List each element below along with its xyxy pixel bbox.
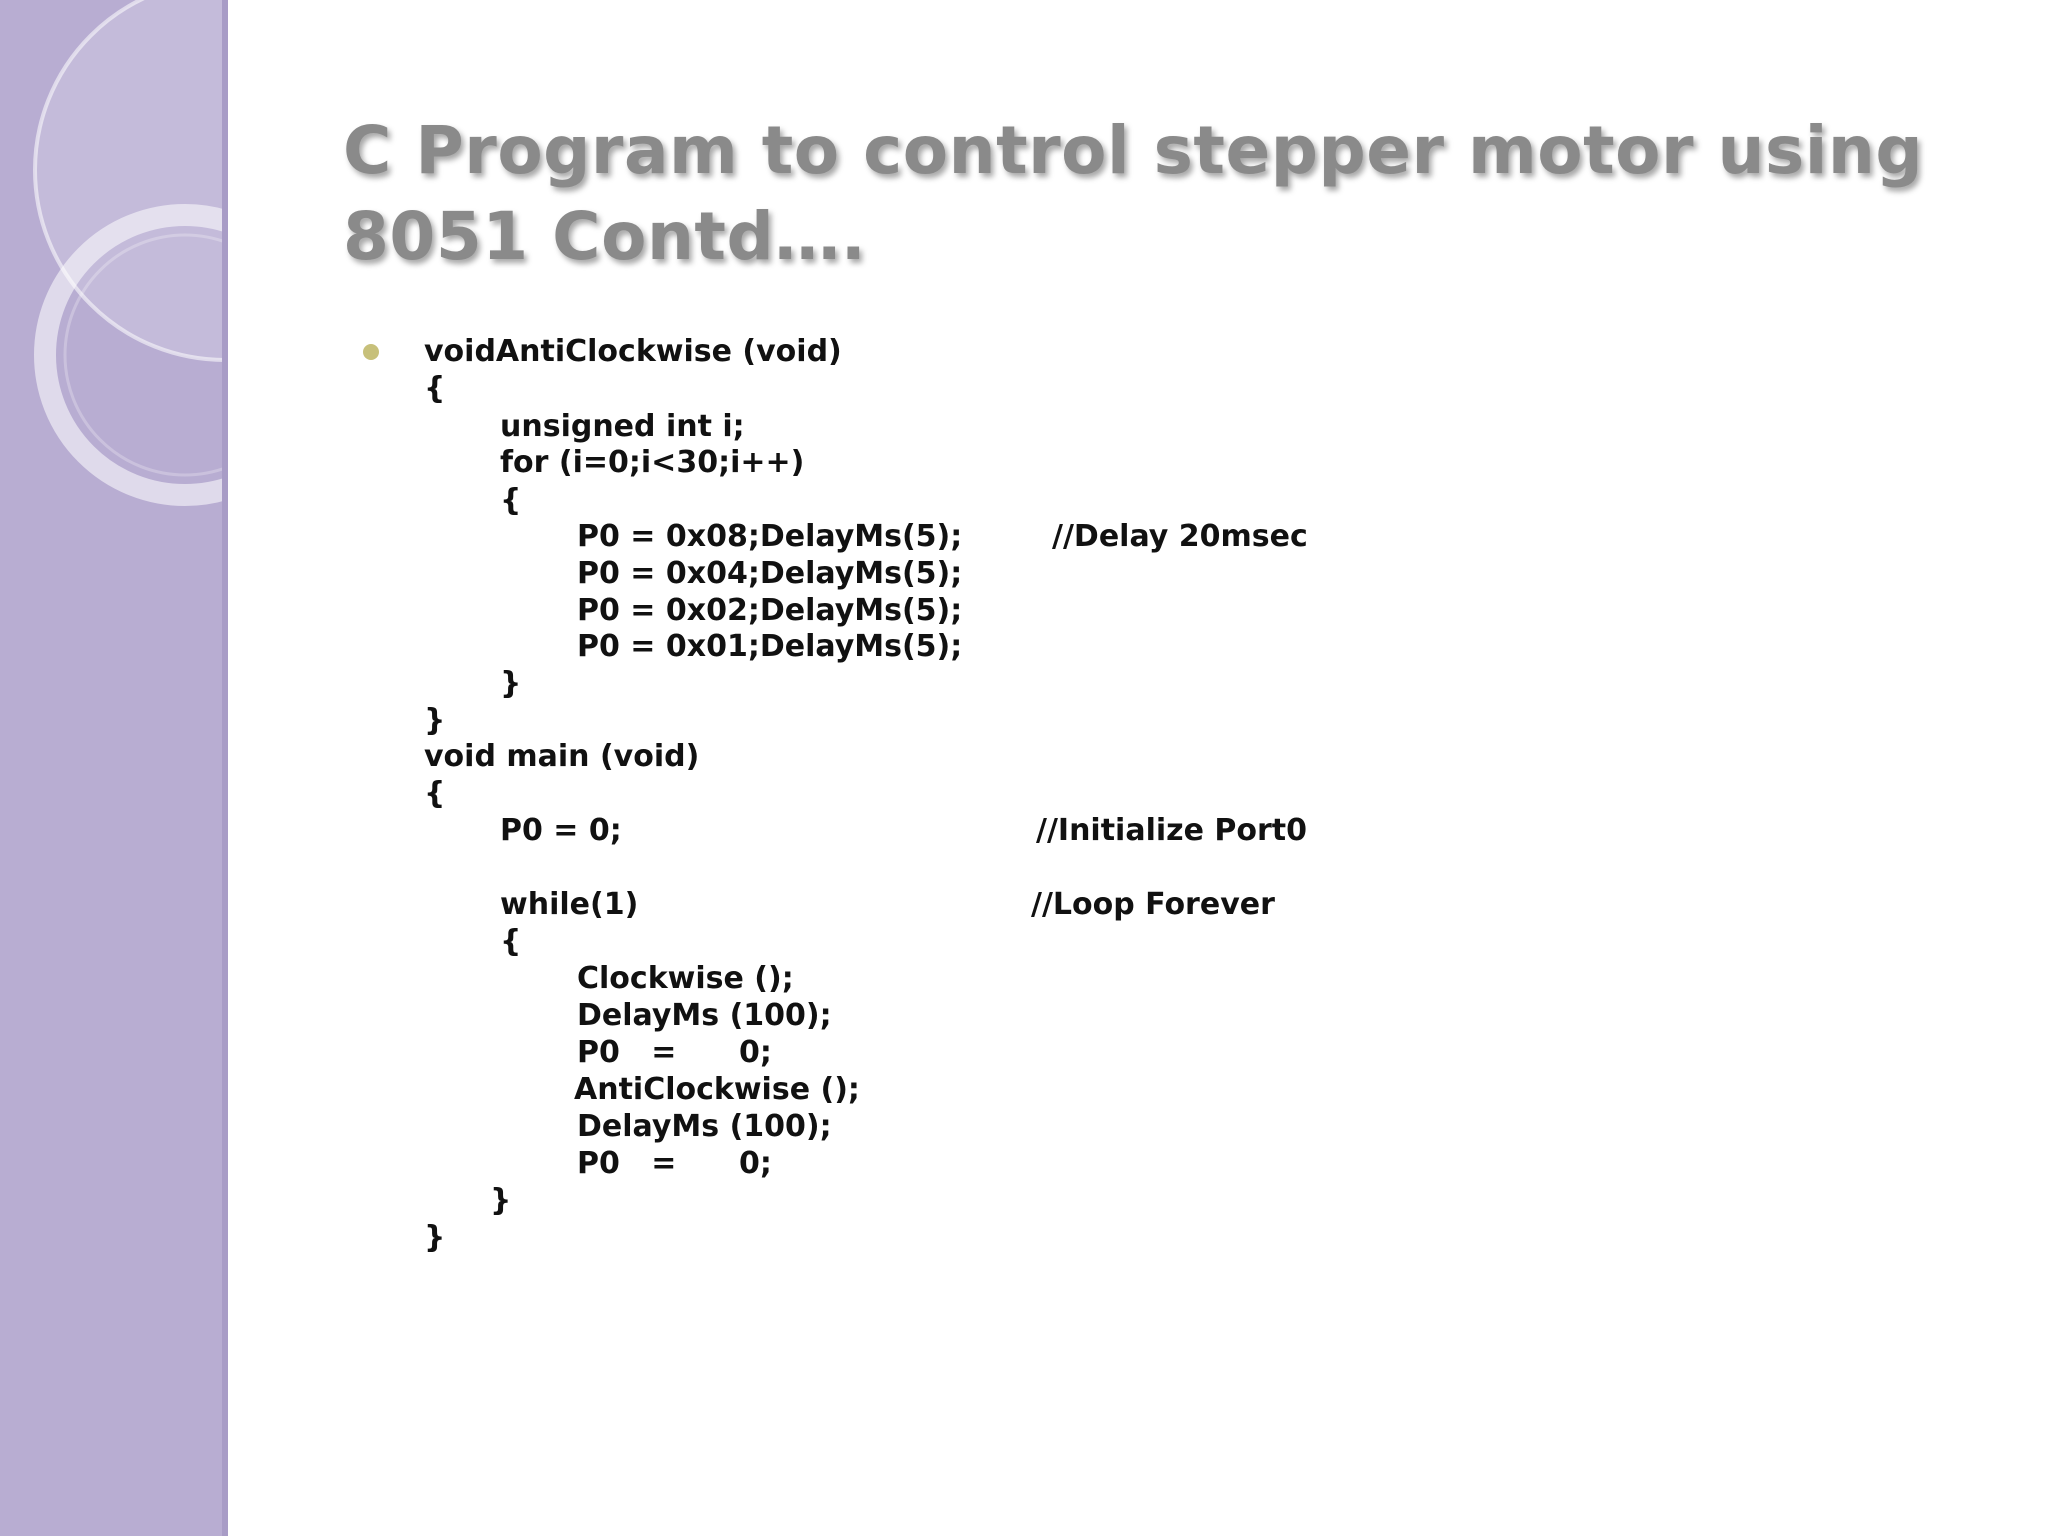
code-line (577, 518, 962, 555)
bullet-dot-icon (363, 344, 379, 360)
code-text: { (500, 483, 522, 518)
code-line (577, 555, 962, 592)
code-line (500, 444, 804, 481)
code-text: } (424, 1220, 446, 1255)
code-line (577, 1145, 772, 1182)
code-text: P0 = 0; (577, 1035, 772, 1070)
code-line (500, 665, 521, 702)
code-line (424, 738, 699, 775)
code-text: P0 = 0x04;DelayMs(5); (577, 556, 963, 591)
code-line (424, 702, 445, 739)
code-line (577, 628, 962, 665)
decorative-sidebar (0, 0, 228, 1536)
code-line (500, 482, 521, 519)
code-text: P0 = 0x02;DelayMs(5); (577, 593, 963, 628)
code-line (574, 1071, 860, 1108)
code-line (500, 812, 622, 849)
code-line (424, 333, 842, 370)
code-line (424, 1219, 445, 1256)
code-line (577, 592, 962, 629)
code-comment: //Loop Forever (1031, 887, 1275, 922)
code-text: } (500, 666, 522, 701)
code-text: { (424, 776, 446, 811)
code-text: DelayMs (100); (577, 998, 832, 1033)
sidebar-edge (222, 0, 228, 1536)
code-text: AntiClockwise (); (574, 1072, 860, 1107)
code-text: } (424, 703, 446, 738)
code-line (500, 923, 521, 960)
code-line (424, 775, 445, 812)
code-text: { (424, 371, 446, 406)
code-line (577, 1034, 772, 1071)
code-text: { (500, 924, 522, 959)
code-line (490, 1182, 511, 1219)
code-text: while(1) (500, 887, 639, 922)
code-text: } (490, 1183, 512, 1218)
code-line (577, 997, 832, 1034)
code-text: void main (void) (424, 739, 700, 774)
code-text: P0 = 0x08;DelayMs(5); (577, 519, 963, 554)
code-line (424, 370, 445, 407)
code-text: P0 = 0x01;DelayMs(5); (577, 629, 963, 664)
code-line (500, 408, 745, 445)
code-text: P0 = 0; (577, 1146, 772, 1181)
code-comment: //Initialize Port0 (1036, 813, 1308, 848)
code-text: Clockwise (); (577, 961, 794, 996)
code-text: P0 = 0; (500, 813, 622, 848)
code-line (577, 960, 794, 997)
code-text: DelayMs (100); (577, 1109, 832, 1144)
code-comment: //Delay 20msec (1052, 519, 1308, 554)
slide-title: C Program to control stepper motor using 8051 Contd…. (343, 112, 1924, 275)
code-line (500, 886, 638, 923)
code-text: for (i=0;i<30;i++) (500, 445, 805, 480)
code-line (577, 1108, 832, 1145)
sidebar-circles-decoration (0, 0, 228, 1536)
code-text: unsigned int i; (500, 409, 745, 444)
code-text: voidAntiClockwise (void) (424, 334, 842, 369)
